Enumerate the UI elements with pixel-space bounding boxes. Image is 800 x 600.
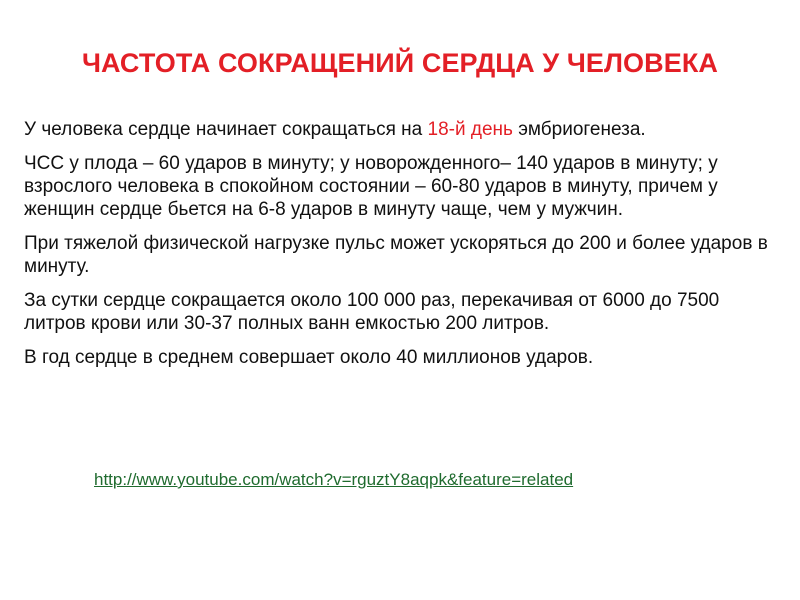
paragraph-start-day-before: У человека сердце начинает сокращаться на	[24, 119, 428, 140]
paragraph-start-day	[24, 118, 776, 141]
paragraph-exercise-pulse: При тяжелой физической нагрузке пульс может ускоряться до 200 и более ударов в минуту.	[24, 233, 768, 277]
paragraph-start-day-after: эмбриогенеза.	[512, 119, 646, 140]
slide-body	[24, 118, 776, 380]
slide-title: ЧАСТОТА СОКРАЩЕНИЙ СЕРДЦА У ЧЕЛОВЕКА	[81, 48, 719, 78]
highlight-day: 18-й день	[427, 119, 513, 140]
paragraph-heart-rates: ЧСС у плода – 60 ударов в минуту; у новорожденного– 140 ударов в минуту; у взрослого человека в спокойном состоянии – 60-80 ударов в минуту, причем у женщин сердце бьется на 6-8 ударов в минуту чаще, чем у мужчин.	[24, 153, 718, 220]
paragraph-yearly-beats: В год сердце в среднем совершает около 40 миллионов ударов.	[24, 347, 594, 368]
paragraph-daily-beats: За сутки сердце сокращается около 100 000 раз, перекачивая от 6000 до 7500 литров крови или 30-37 полных ванн емкостью 200 литров.	[24, 290, 720, 334]
youtube-link[interactable]: http://www.youtube.com/watch?v=rguztY8aqpk&feature=related	[94, 470, 574, 489]
